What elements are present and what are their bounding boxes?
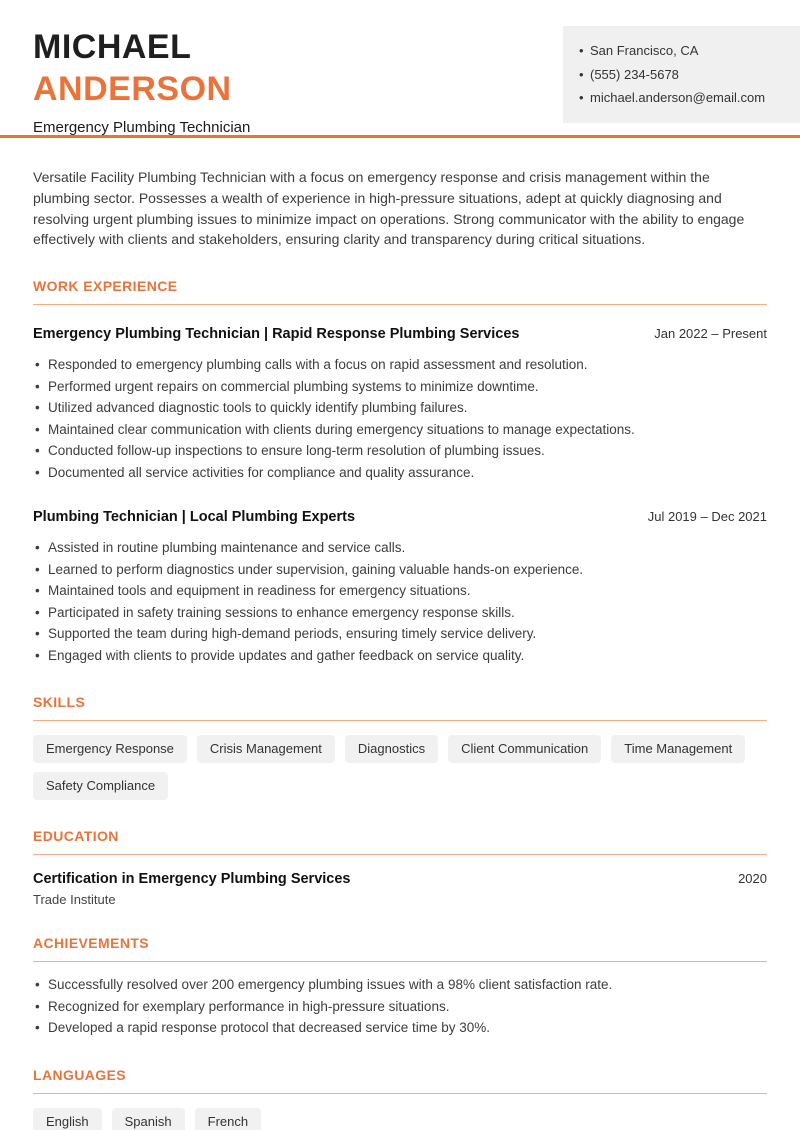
candidate-role: Emergency Plumbing Technician (33, 119, 251, 136)
job-bullet: • Learned to perform diagnostics under supervision, gaining valuable hands-on experience. (33, 559, 767, 581)
skill-tag: Client Communication (448, 735, 601, 763)
achievement-bullet: • Recognized for exemplary performance in high-pressure situations. (33, 996, 767, 1018)
achievement-bullet: • Successfully resolved over 200 emergency plumbing issues with a 98% client satisfaction rate. (33, 974, 767, 996)
candidate-first-name: MICHAEL (33, 28, 192, 66)
resume-body (0, 167, 800, 1130)
language-tag: Spanish (112, 1108, 185, 1130)
education-entry (33, 871, 767, 907)
job-entry (33, 326, 767, 483)
summary-text: Versatile Facility Plumbing Technician with a focus on emergency response and crisis management within the plumbing sector. Possesses a wealth of experience in high-pressure situations, adept at quickly diagnosing and resolving urgent plumbing issues to minimize impact on operations. Strong communicator with the ability to engage effectively with clients and stakeholders, ensuring clarity and transparency during critical situations. (33, 169, 745, 248)
section-education (33, 828, 767, 907)
work-experience-heading: WORK EXPERIENCE (33, 278, 767, 305)
school-name: Trade Institute (33, 892, 116, 908)
job-bullet-list (33, 354, 767, 483)
contact-card (563, 26, 800, 123)
job-bullet: • Conducted follow-up inspections to ensure long-term resolution of plumbing issues. (33, 440, 767, 462)
education-heading: EDUCATION (33, 828, 767, 855)
job-dates: Jul 2019 – Dec 2021 (647, 509, 767, 525)
section-achievements (33, 935, 767, 1039)
skill-tag: Diagnostics (345, 735, 438, 763)
job-bullet: • Maintained tools and equipment in readiness for emergency situations. (33, 580, 767, 602)
graduation-year: 2020 (738, 871, 767, 887)
job-bullet: • Engaged with clients to provide updates and gather feedback on service quality. (33, 645, 767, 667)
job-bullet-list (33, 537, 767, 666)
job-header (33, 509, 767, 525)
languages-tag-list (33, 1108, 767, 1130)
achievement-bullet: • Developed a rapid response protocol that decreased service time by 30%. (33, 1017, 767, 1039)
language-tag: English (33, 1108, 102, 1130)
section-work-experience (33, 278, 767, 666)
achievements-heading: ACHIEVEMENTS (33, 935, 767, 962)
contact-list (579, 39, 790, 110)
job-title: Emergency Plumbing Technician | Rapid Response Plumbing Services (33, 326, 520, 343)
job-bullet: • Performed urgent repairs on commercial plumbing systems to minimize downtime. (33, 376, 767, 398)
job-bullet: • Documented all service activities for compliance and quality assurance. (33, 462, 767, 484)
languages-heading: LANGUAGES (33, 1067, 767, 1094)
job-title: Plumbing Technician | Local Plumbing Experts (33, 509, 356, 526)
education-header (33, 871, 767, 887)
job-bullet: • Utilized advanced diagnostic tools to quickly identify plumbing failures. (33, 397, 767, 419)
contact-location: • San Francisco, CA (579, 39, 790, 63)
skills-heading: SKILLS (33, 694, 767, 721)
job-bullet: • Responded to emergency plumbing calls with a focus on rapid assessment and resolution. (33, 354, 767, 376)
achievement-list (33, 974, 767, 1039)
job-bullet: • Participated in safety training sessions to enhance emergency response skills. (33, 602, 767, 624)
job-bullet: • Assisted in routine plumbing maintenance and service calls. (33, 537, 767, 559)
language-tag: French (195, 1108, 261, 1130)
skill-tag: Safety Compliance (33, 772, 168, 800)
job-dates: Jan 2022 – Present (654, 326, 767, 342)
section-skills (33, 694, 767, 800)
contact-email: • michael.anderson@email.com (579, 86, 790, 110)
job-bullet: • Supported the team during high-demand periods, ensuring timely service delivery. (33, 623, 767, 645)
section-languages (33, 1067, 767, 1130)
degree-name: Certification in Emergency Plumbing Services (33, 871, 351, 888)
skill-tag: Emergency Response (33, 735, 187, 763)
contact-phone: • (555) 234-5678 (579, 63, 790, 87)
job-bullet: • Maintained clear communication with clients during emergency situations to manage expectations. (33, 419, 767, 441)
skill-tag: Crisis Management (197, 735, 335, 763)
skill-tag: Time Management (611, 735, 745, 763)
job-header (33, 326, 767, 342)
candidate-last-name: ANDERSON (33, 70, 232, 108)
job-entry (33, 509, 767, 666)
skills-tag-list (33, 735, 767, 800)
resume-header (0, 0, 800, 135)
